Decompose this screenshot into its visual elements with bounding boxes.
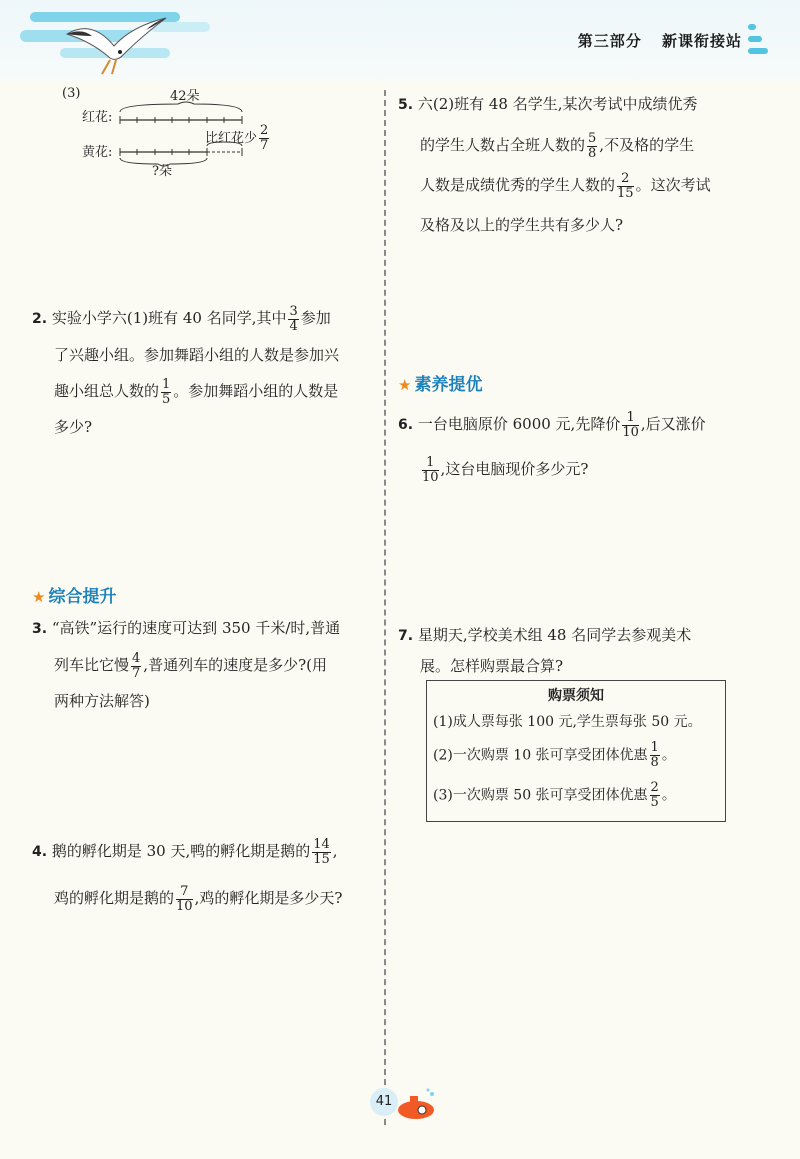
fraction-denominator: 7 xyxy=(132,665,141,681)
q3-line2a: 列车比它慢 xyxy=(54,656,130,674)
fraction-numerator: 1 xyxy=(650,740,659,755)
column-divider xyxy=(384,90,386,1125)
total-label: 42朵 xyxy=(170,89,200,104)
q2-line3a: 趣小组总人数的 xyxy=(54,382,160,400)
section-heading-text: 综合提升 xyxy=(48,587,117,607)
ticket-notice-box xyxy=(426,680,726,822)
q3-line3: 两种方法解答) xyxy=(54,692,150,710)
question-4 xyxy=(32,828,377,921)
q5-line3a: 人数是成绩优秀的学生人数的 xyxy=(420,176,616,194)
section-heading-text: 素养提优 xyxy=(414,375,483,395)
q7-line1: 星期天,学校美术组 48 名同学去参观美术 xyxy=(417,626,692,644)
star-icon: ★ xyxy=(398,376,412,394)
fraction-numerator: 1 xyxy=(162,376,171,392)
fraction-numerator: 2 xyxy=(617,172,634,187)
fraction-denominator: 8 xyxy=(588,145,597,161)
question-7 xyxy=(398,620,778,681)
submarine-icon xyxy=(392,1088,438,1122)
notice-rule-2-end: 。 xyxy=(661,747,676,764)
question-number: 3. xyxy=(32,621,48,637)
section-name: 新课衔接站 xyxy=(661,32,742,50)
fraction-denominator: 15 xyxy=(617,185,634,201)
section-heading-comprehensive xyxy=(32,582,116,607)
fraction-numerator: 4 xyxy=(132,650,141,666)
fraction xyxy=(587,132,597,161)
question-number: 5. xyxy=(398,97,414,113)
q3-line2b: ,普通列车的速度是多少?(用 xyxy=(143,656,327,674)
fraction-numerator: 3 xyxy=(289,303,298,319)
unknown-label: ?朵 xyxy=(152,164,172,179)
fraction-denominator: 7 xyxy=(260,138,269,153)
q5-line3b: 。这次考试 xyxy=(635,176,711,194)
fraction xyxy=(650,781,660,810)
fraction-numerator: 1 xyxy=(422,456,439,471)
seagull-icon xyxy=(62,14,172,76)
q4-line2b: ,鸡的孵化期是多少天? xyxy=(194,889,343,907)
q2-line4: 多少? xyxy=(54,418,93,436)
q6-line1b: ,后又涨价 xyxy=(640,415,706,433)
fraction-denominator: 4 xyxy=(289,318,298,334)
header-banner xyxy=(0,0,800,82)
fraction-denominator: 8 xyxy=(650,755,659,770)
q2-line3b: 。参加舞蹈小组的人数是 xyxy=(173,382,339,400)
q4-line1a: 鹅的孵化期是 30 天,鸭的孵化期是鹅的 xyxy=(51,842,311,860)
fraction-denominator: 10 xyxy=(622,424,639,440)
question-6 xyxy=(398,402,778,491)
q5-line4: 及格及以上的学生共有多少人? xyxy=(420,216,624,234)
fraction xyxy=(650,741,660,770)
fraction xyxy=(131,652,141,681)
question-number: 2. xyxy=(32,311,48,327)
notice-rule-3-end: 。 xyxy=(661,787,676,804)
fraction-denominator: 15 xyxy=(313,851,330,867)
fraction xyxy=(176,885,193,914)
notice-rule-3 xyxy=(433,781,676,810)
q1-part3-label: (3) xyxy=(62,86,81,101)
section-label: 第三部分 xyxy=(577,32,642,50)
fraction xyxy=(422,456,439,485)
header-title xyxy=(564,30,742,51)
notice-rule-3-text: (3)一次购票 50 张可享受团体优惠 xyxy=(433,787,648,804)
page-number: 41 xyxy=(370,1088,398,1116)
fraction-denominator: 5 xyxy=(650,795,659,810)
fraction xyxy=(617,172,634,201)
less-prefix: 比红花少 xyxy=(205,131,258,146)
fraction xyxy=(288,305,298,334)
fraction xyxy=(161,378,171,407)
notice-rule-2 xyxy=(433,741,676,770)
fraction-denominator: 10 xyxy=(176,898,193,914)
fraction-denominator: 5 xyxy=(162,391,171,407)
fraction-numerator: 14 xyxy=(313,836,330,852)
q6-line1a: 一台电脑原价 6000 元,先降价 xyxy=(417,415,621,433)
q2-line2: 了兴趣小组。参加舞蹈小组的人数是参加兴 xyxy=(54,346,340,364)
red-flower-label: 红花: xyxy=(82,110,113,125)
q6-line2b: ,这台电脑现价多少元? xyxy=(440,460,589,478)
fraction xyxy=(312,838,331,867)
q3-line1: “高铁”运行的速度可达到 350 千米/时,普通 xyxy=(51,619,341,637)
notice-title: 购票须知 xyxy=(548,688,604,704)
fraction-numerator: 1 xyxy=(622,411,639,426)
line-segment-diagram xyxy=(118,100,258,170)
fraction xyxy=(622,411,639,440)
fraction-numerator: 2 xyxy=(260,123,269,138)
q2-line1a: 实验小学六(1)班有 40 名同学,其中 xyxy=(51,309,287,327)
star-icon: ★ xyxy=(32,588,46,606)
q5-line2a: 的学生人数占全班人数的 xyxy=(420,136,586,154)
question-3 xyxy=(32,610,377,719)
q4-line2a: 鸡的孵化期是鹅的 xyxy=(54,889,175,907)
q2-line1b: 参加 xyxy=(300,309,331,327)
fraction-numerator: 7 xyxy=(176,885,193,900)
question-number: 4. xyxy=(32,844,48,860)
yellow-flower-label: 黄花: xyxy=(82,145,113,160)
q5-line2b: ,不及格的学生 xyxy=(599,136,695,154)
question-5 xyxy=(398,84,778,245)
decor-bars xyxy=(748,24,768,60)
section-heading-literacy xyxy=(398,370,482,395)
fraction-numerator: 2 xyxy=(650,780,659,795)
question-number: 7. xyxy=(398,628,414,644)
notice-rule-1: (1)成人票每张 100 元,学生票每张 50 元。 xyxy=(433,714,702,730)
notice-rule-2-text: (2)一次购票 10 张可享受团体优惠 xyxy=(433,747,648,764)
question-number: 6. xyxy=(398,417,414,433)
q5-line1: 六(2)班有 48 名学生,某次考试中成绩优秀 xyxy=(417,95,698,113)
q7-line2: 展。怎样购票最合算? xyxy=(420,657,564,675)
fraction-denominator: 10 xyxy=(422,469,439,485)
question-2 xyxy=(32,300,377,445)
q4-line1b: , xyxy=(332,842,338,860)
less-fraction xyxy=(259,124,269,153)
fraction-numerator: 5 xyxy=(588,130,597,146)
